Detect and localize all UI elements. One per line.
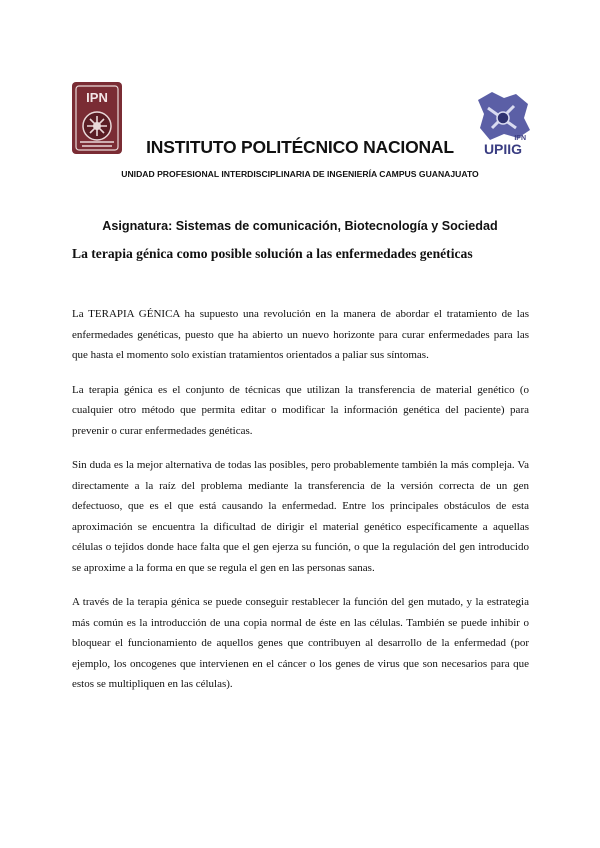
- upiig-logo-small-text: IPN: [514, 135, 526, 142]
- ipn-logo-text: IPN: [86, 90, 108, 105]
- course-heading: Asignatura: Sistemas de comunicación, Biotecnología y Sociedad: [102, 219, 498, 233]
- paragraph: La terapia génica es el conjunto de técnicas que utilizan la transferencia de material genético (o cualquier otro método que permita editar o modificar la información genética del paciente) para prevenir o curar enfermedades genéticas.: [72, 383, 529, 437]
- institution-name: INSTITUTO POLITÉCNICO NACIONAL: [146, 137, 454, 157]
- unit-name: UNIDAD PROFESIONAL INTERDISCIPLINARIA DE INGENIERÍA CAMPUS GUANAJUATO: [121, 169, 479, 179]
- paragraph: A través de la terapia génica se puede conseguir restablecer la función del gen mutado, y la estrategia más común es la introducción de una copia normal de éste en las células. También se puede inhibir o bloquear el funcionamiento de aquellos genes que contribuyen al desarrollo de la enfermedad (por ejemplo, los oncogenes que intervienen en el cáncer o los genes de virus que son necesarios para que estos se multipliquen en las células).: [72, 596, 529, 690]
- upiig-logo-text: UPIIG: [483, 141, 523, 157]
- paragraph: Sin duda es la mejor alternativa de todas las posibles, pero probablemente también la más compleja. Va directamente a la raíz del problema mediante la transferencia de la versión correcta de un gen defectuoso, que es el que está causando la enfermedad. Entre los principales obstáculos de esta aproximación se encuentra la dificultad de dirigir el material genético específicamente a aquellas células o tejidos donde hace falta que el gen ejerza su función, o que la regulación del gen introducido se aproxime a la forma en que se regula el gen en las personas sanas.: [72, 459, 529, 574]
- document-title: La terapia génica como posible solución a las enfermedades genéticas: [72, 246, 473, 261]
- paragraph: La TERAPIA GÉNICA ha supuesto una revolución en la manera de abordar el tratamiento de las enfermedades genéticas, puesto que ha abierto un nuevo horizonte para curar enfermedades para las que hasta el momento solo existían tratamientos orientados a paliar sus síntomas.: [72, 308, 529, 361]
- document-body: [72, 304, 529, 709]
